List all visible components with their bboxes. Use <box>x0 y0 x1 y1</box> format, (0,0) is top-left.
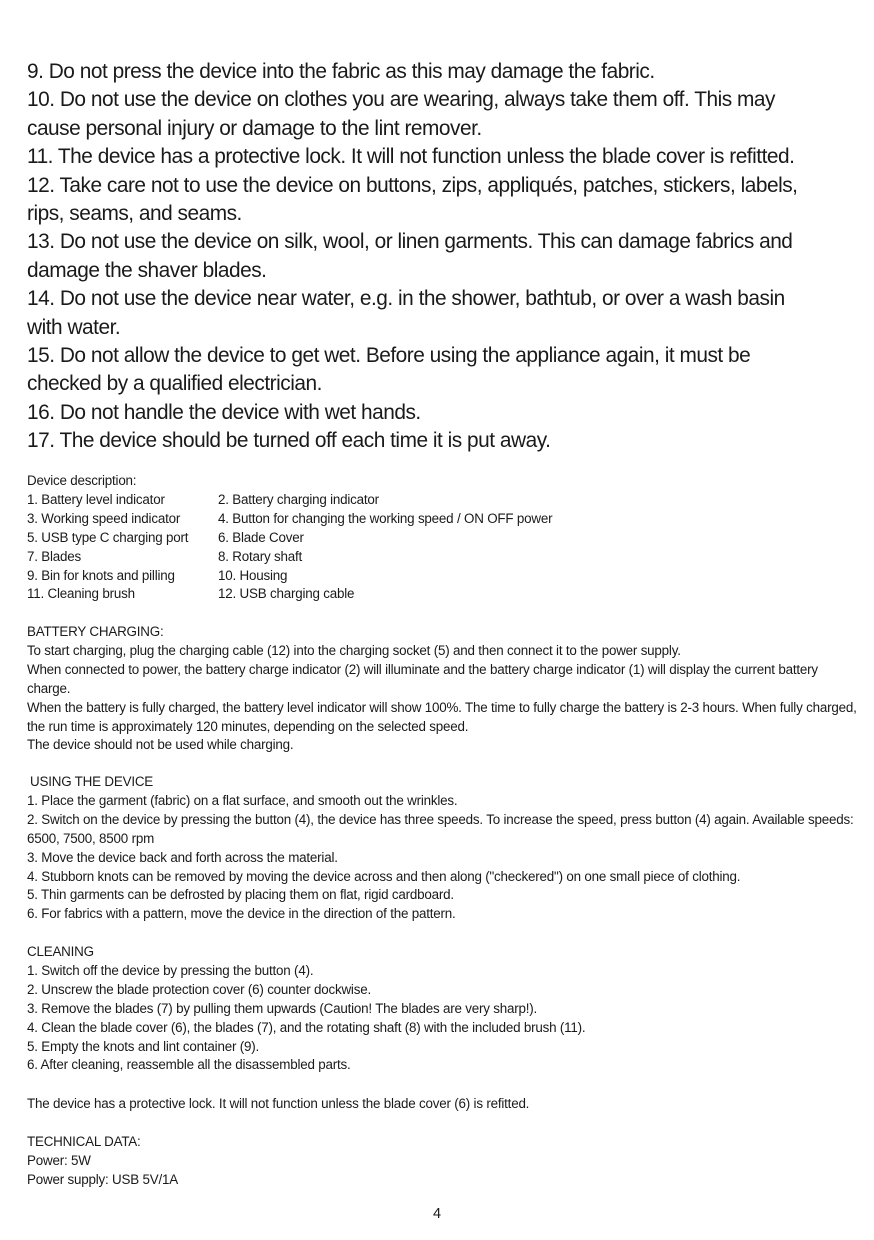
part-item: 12. USB charging cable <box>218 586 355 602</box>
warning-item: 12. Take care not to use the device on buttons, zips, appliqués, patches, stickers, labels, rips, seams, and seams. <box>27 172 798 226</box>
step-item: 5. Thin garments can be defrosted by placing them on flat, rigid cardboard. <box>27 887 454 903</box>
part-item: 9. Bin for knots and pilling <box>27 567 175 583</box>
part-item: 10. Housing <box>218 567 288 583</box>
step-item: 4. Stubborn knots can be removed by moving the device across and then along ("checkered") on one small piece of clothing. <box>27 868 741 884</box>
paragraph: The device should not be used while charging. <box>27 737 294 753</box>
section-heading: USING THE DEVICE <box>30 774 154 789</box>
part-item: 6. Blade Cover <box>218 529 304 545</box>
cleaning-section <box>27 943 857 1075</box>
step-item: 4. Clean the blade cover (6), the blades (7), and the rotating shaft (8) with the included brush (11). <box>27 1019 586 1035</box>
section-heading: BATTERY CHARGING: <box>27 624 164 639</box>
part-item: 1. Battery level indicator <box>27 491 165 507</box>
part-item: 11. Cleaning brush <box>27 586 135 602</box>
warning-item: 11. The device has a protective lock. It will not function unless the blade cover is refitted. <box>27 144 795 169</box>
paragraph: The device has a protective lock. It will not function unless the blade cover (6) is refitted. <box>27 1096 530 1111</box>
step-item: 3. Remove the blades (7) by pulling them upwards (Caution! The blades are very sharp!). <box>27 1000 538 1016</box>
step-item: 5. Empty the knots and lint container (9). <box>27 1038 260 1054</box>
step-item: 3. Move the device back and forth across the material. <box>27 849 338 865</box>
warnings-list <box>27 57 847 455</box>
protective-lock-note <box>27 1095 857 1114</box>
spec-item: Power: 5W <box>27 1152 91 1168</box>
device-description <box>27 472 727 604</box>
section-heading: CLEANING <box>27 944 94 959</box>
part-item: 4. Button for changing the working speed / ON OFF power <box>218 510 553 526</box>
warning-item: 17. The device should be turned off each time it is put away. <box>27 428 551 453</box>
step-item: 2. Switch on the device by pressing the button (4), the device has three speeds. To increase the speed, press button (4) again. Available speeds: 6500, 7500, 8500 rpm <box>27 811 854 846</box>
warning-item: 16. Do not handle the device with wet hands. <box>27 399 421 424</box>
step-item: 1. Place the garment (fabric) on a flat surface, and smooth out the wrinkles. <box>27 792 458 808</box>
page-number: 4 <box>432 1206 442 1222</box>
paragraph: When the battery is fully charged, the battery level indicator will show 100%. The time to fully charge the battery is 2-3 hours. When fully charged, the run time is approximately 120 minutes, depending on the selected speed. <box>27 699 857 734</box>
parts-list <box>27 491 727 604</box>
part-item: 5. USB type C charging port <box>27 529 189 545</box>
warning-item: 15. Do not allow the device to get wet. Before using the appliance again, it must be checked by a qualified electrician. <box>27 343 751 396</box>
warning-item: 13. Do not use the device on silk, wool, or linen garments. This can damage fabrics and damage the shaver blades. <box>27 229 793 282</box>
step-item: 2. Unscrew the blade protection cover (6) counter dockwise. <box>27 981 371 997</box>
part-item: 8. Rotary shaft <box>218 548 303 564</box>
battery-charging-section <box>27 623 857 755</box>
section-heading: Device description: <box>27 473 137 488</box>
part-item: 2. Battery charging indicator <box>218 491 379 507</box>
warning-item: 10. Do not use the device on clothes you are wearing, always take them off. This may cause personal injury or damage to the lint remover. <box>27 87 775 140</box>
section-heading: TECHNICAL DATA: <box>27 1134 141 1149</box>
warning-item: 9. Do not press the device into the fabric as this may damage the fabric. <box>27 59 655 83</box>
using-device-section <box>27 773 857 924</box>
spec-item: Power supply: USB 5V/1A <box>27 1171 178 1187</box>
step-item: 6. For fabrics with a pattern, move the device in the direction of the pattern. <box>27 906 456 922</box>
part-item: 3. Working speed indicator <box>27 510 181 526</box>
part-item: 7. Blades <box>27 548 82 564</box>
step-item: 6. After cleaning, reassemble all the disassembled parts. <box>27 1057 351 1073</box>
warning-item: 14. Do not use the device near water, e.g. in the shower, bathtub, or over a wash basin with water. <box>27 286 785 339</box>
technical-data-section <box>27 1133 857 1190</box>
step-item: 1. Switch off the device by pressing the button (4). <box>27 962 314 978</box>
paragraph: To start charging, plug the charging cable (12) into the charging socket (5) and then connect it to the power supply. <box>27 642 681 658</box>
paragraph: When connected to power, the battery charge indicator (2) will illuminate and the battery charge indicator (1) will display the current battery charge. <box>27 661 818 696</box>
